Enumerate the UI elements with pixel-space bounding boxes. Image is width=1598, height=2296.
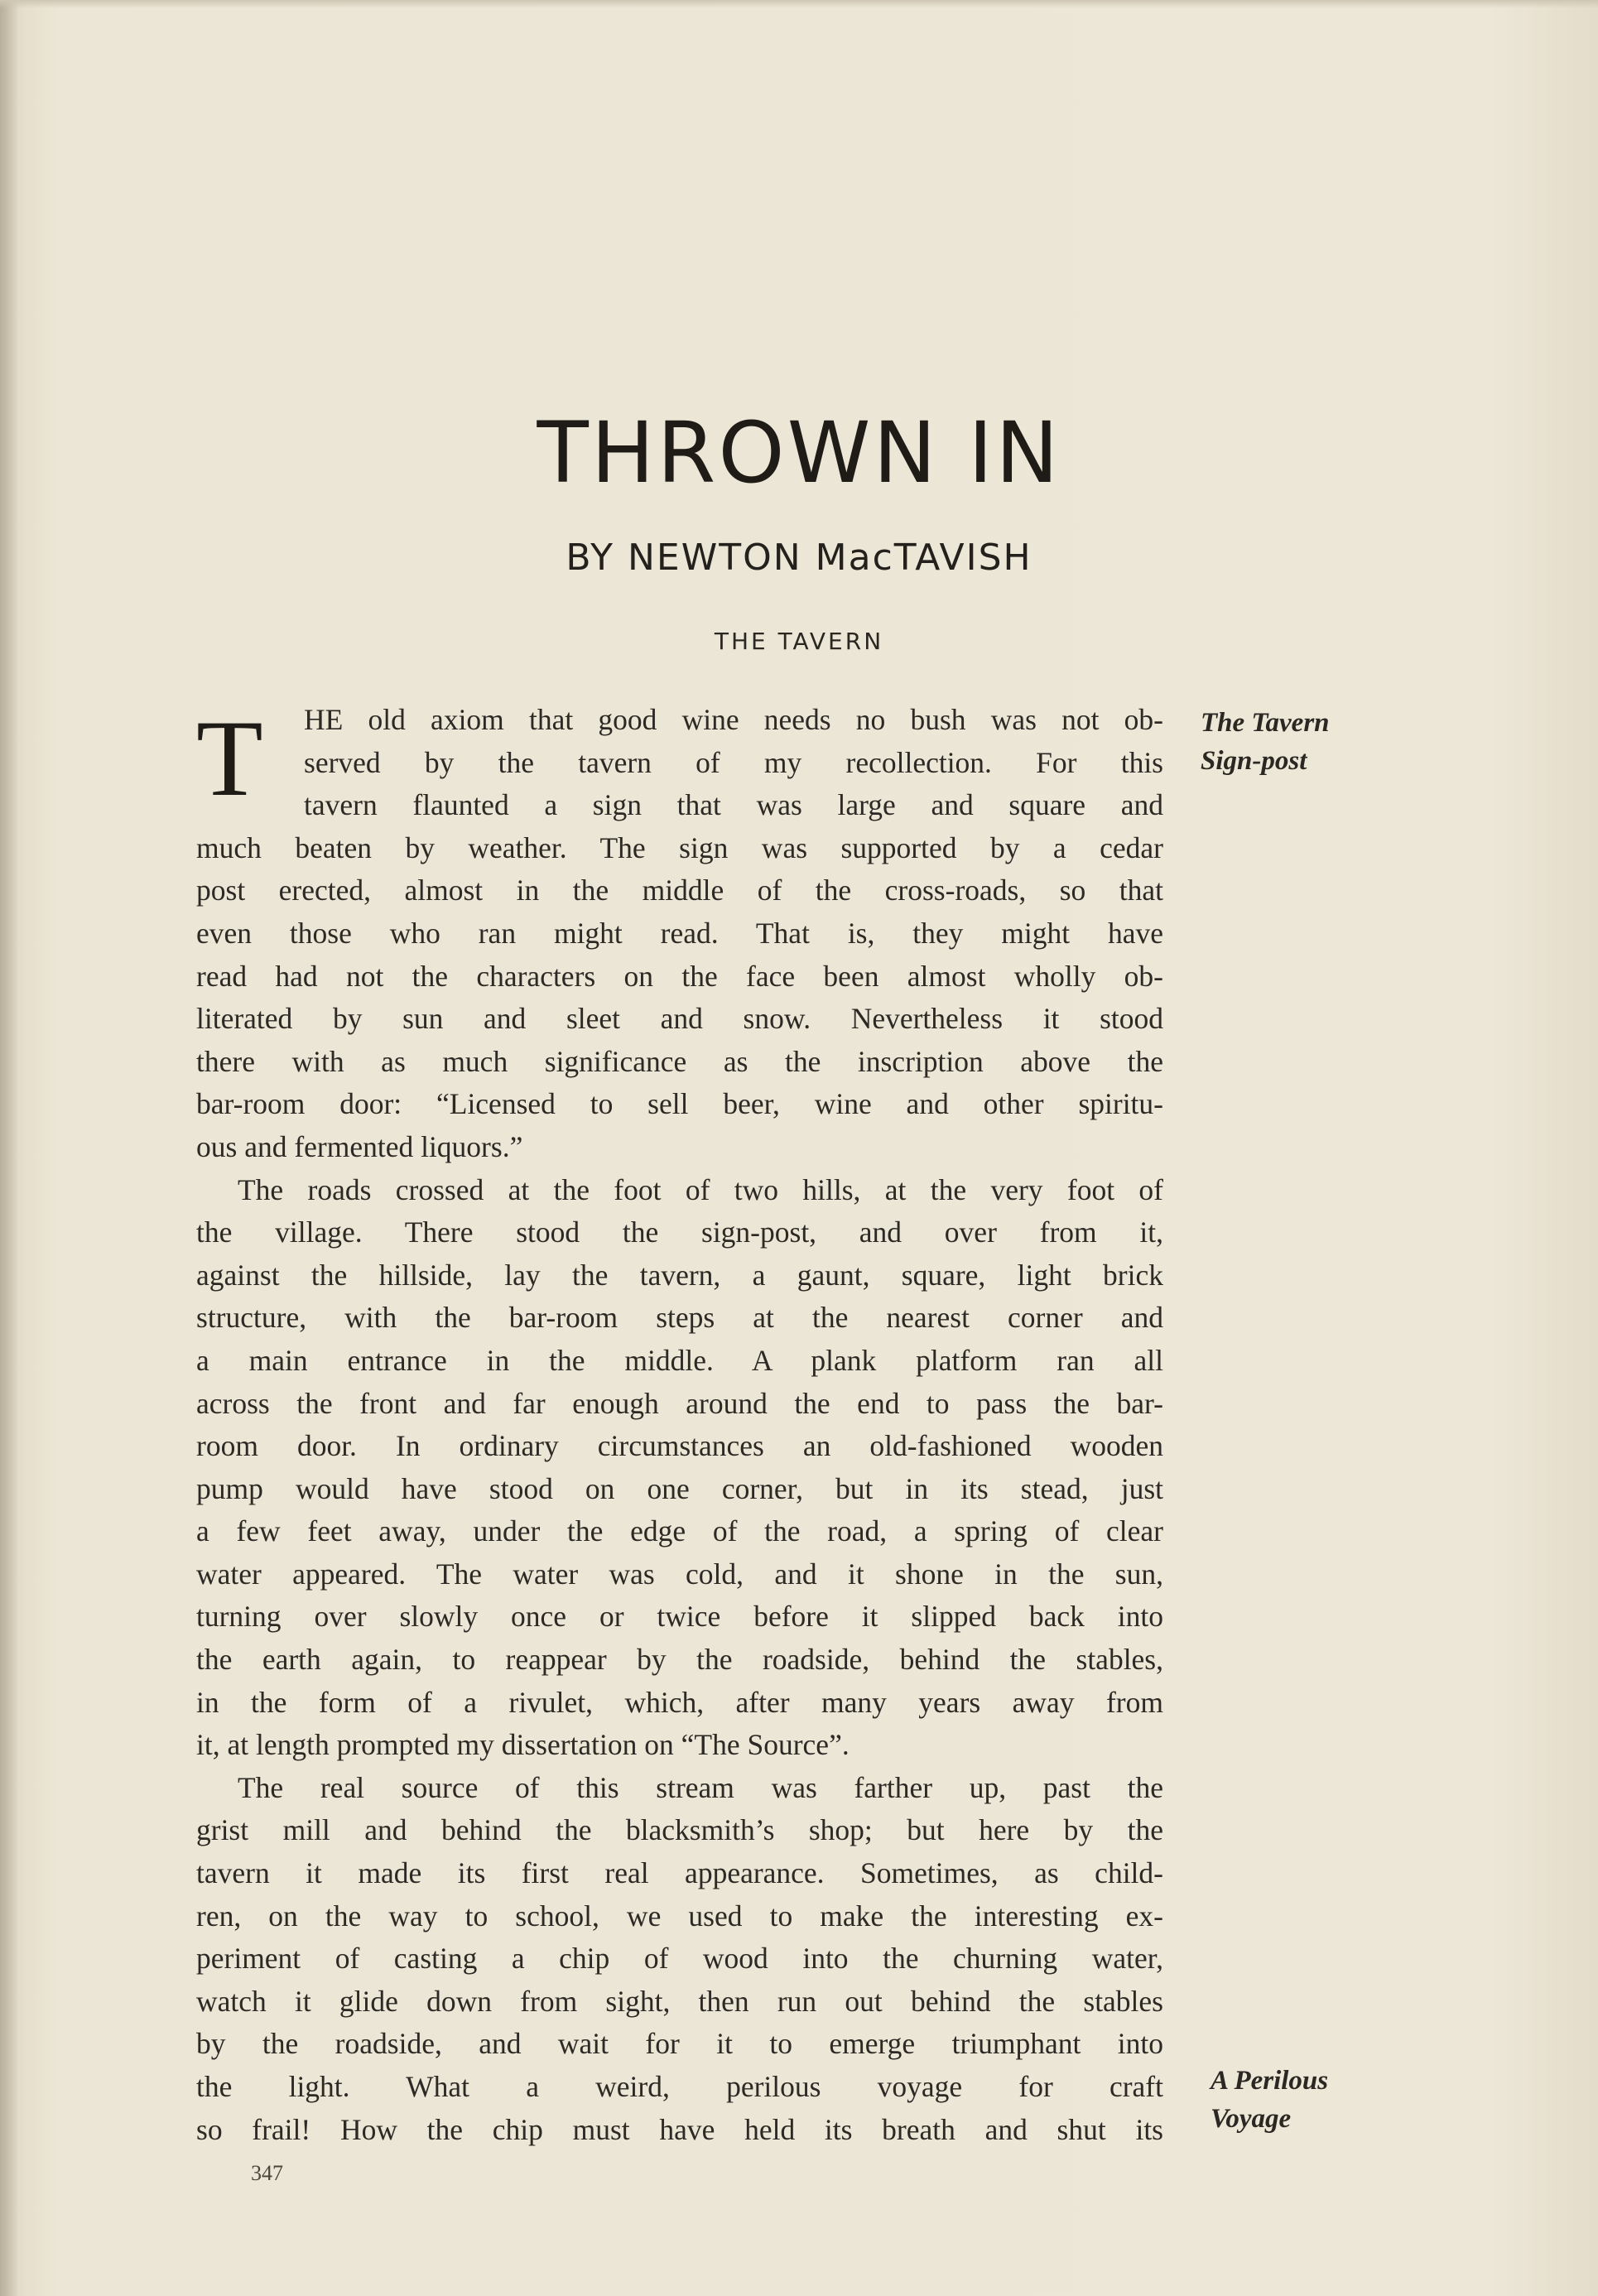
- body-line: water appeared. The water was cold, and it shone in the sun,: [196, 1557, 1163, 1591]
- body-line: The real source of this stream was farther up, past the: [238, 1770, 1163, 1804]
- body-line: structure, with the bar-room steps at the nearest corner and: [196, 1301, 1163, 1335]
- body-line: turning over slowly once or twice before it slipped back into: [196, 1600, 1163, 1634]
- body-line: read had not the characters on the face been almost wholly ob-: [196, 959, 1163, 993]
- page-top-edge: [0, 0, 1598, 8]
- margin-note-line: The Tavern: [1201, 708, 1330, 738]
- section-heading: THE TAVERN: [714, 628, 884, 655]
- body-line: post erected, almost in the middle of the cross-roads, so that: [196, 874, 1163, 907]
- article-byline: BY NEWTON MacTAVISH: [566, 537, 1032, 579]
- body-line: much beaten by weather. The sign was supported by a cedar: [196, 830, 1163, 864]
- body-line: against the hillside, lay the tavern, a gaunt, square, light brick: [196, 1258, 1163, 1292]
- body-line: periment of casting a chip of wood into the churning water,: [196, 1942, 1163, 1976]
- body-line: in the form of a rivulet, which, after many years away from: [196, 1685, 1163, 1719]
- page-number: 347: [251, 2161, 283, 2185]
- body-line: watch it glide down from sight, then run out behind the stables: [196, 1984, 1163, 2018]
- body-line: bar-room door: “Licensed to sell beer, wine and other spiritu-: [196, 1087, 1163, 1121]
- margin-note-perilous-voyage: [1211, 2062, 1459, 2138]
- body-line: grist mill and behind the blacksmith’s shop; but here by the: [196, 1813, 1163, 1847]
- body-line: by the roadside, and wait for it to emerge triumphant into: [196, 2027, 1163, 2061]
- margin-note-tavern-signpost: [1201, 704, 1449, 780]
- body-line: ren, on the way to school, we used to make the interesting ex-: [196, 1899, 1163, 1933]
- body-line: The roads crossed at the foot of two hills, at the very foot of: [238, 1172, 1163, 1206]
- body-line: ous and fermented liquors.”: [196, 1129, 523, 1163]
- body-line: HE old axiom that good wine needs no bush was not ob-: [304, 703, 1163, 736]
- margin-note-line: A Perilous: [1211, 2066, 1329, 2096]
- body-line: tavern it made its first real appearance. Sometimes, as child-: [196, 1856, 1163, 1890]
- gutter-shadow: [0, 0, 18, 2296]
- body-line: tavern flaunted a sign that was large and square and: [304, 788, 1163, 822]
- article-title: THROWN IN: [537, 404, 1061, 503]
- article-body: [196, 699, 1163, 2151]
- margin-note-line: Voyage: [1211, 2104, 1292, 2134]
- body-line: there with as much significance as the inscription above the: [196, 1044, 1163, 1078]
- body-line: across the front and far enough around the end to pass the bar-: [196, 1386, 1163, 1420]
- body-line: even those who ran might read. That is, they might have: [196, 916, 1163, 950]
- body-line: it, at length prompted my dissertation on “The Source”.: [196, 1728, 850, 1762]
- body-line: served by the tavern of my recollection. For this: [304, 745, 1163, 779]
- body-line: a main entrance in the middle. A plank platform ran all: [196, 1343, 1163, 1377]
- body-line: the village. There stood the sign-post, and over from it,: [196, 1215, 1163, 1249]
- body-line: the light. What a weird, perilous voyage for craft: [196, 2070, 1163, 2103]
- body-line: literated by sun and sleet and snow. Nevertheless it stood: [196, 1002, 1163, 1036]
- margin-note-line: Sign-post: [1201, 746, 1307, 776]
- body-line: so frail! How the chip must have held its breath and shut its: [196, 2112, 1163, 2146]
- drop-cap: T: [196, 697, 263, 819]
- body-line: the earth again, to reappear by the roadside, behind the stables,: [196, 1643, 1163, 1677]
- body-line: a few feet away, under the edge of the road, a spring of clear: [196, 1514, 1163, 1548]
- body-line: pump would have stood on one corner, but in its stead, just: [196, 1471, 1163, 1505]
- body-line: room door. In ordinary circumstances an old-fashioned wooden: [196, 1429, 1163, 1463]
